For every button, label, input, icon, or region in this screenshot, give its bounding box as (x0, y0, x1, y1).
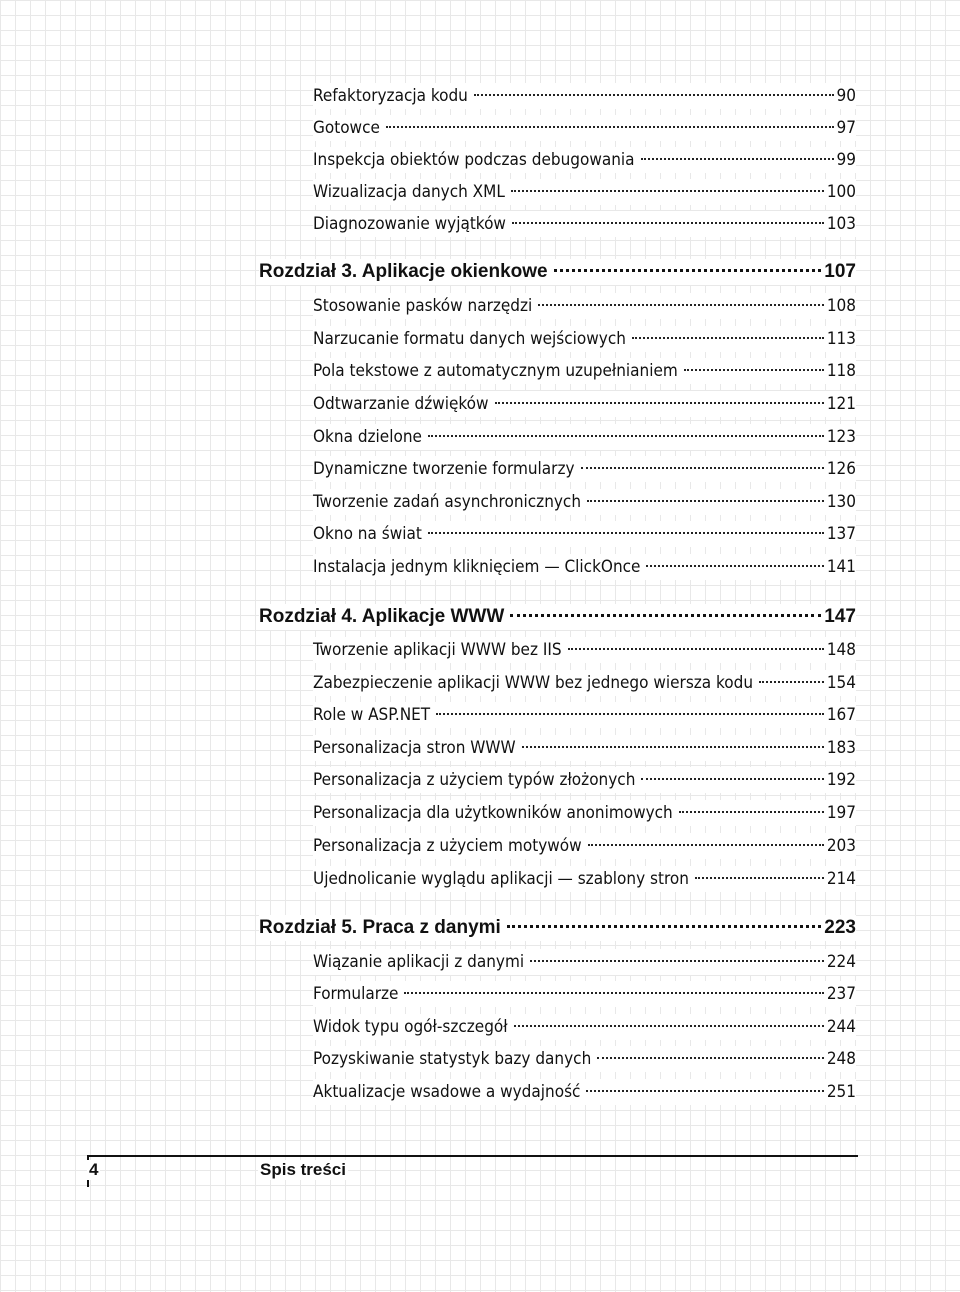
toc-entry-title: Wiązanie aplikacji z danymi (313, 952, 525, 972)
toc-entry (313, 702, 856, 728)
toc-entry (313, 391, 856, 417)
toc-entry-title: Pozyskiwanie statystyk bazy danych (313, 1049, 592, 1069)
toc-entry-title: Gotowce (313, 118, 380, 138)
toc-entry-page: 248 (826, 1049, 856, 1069)
toc-entry (313, 949, 856, 975)
page-number: 4 (89, 1160, 99, 1179)
toc-entry-title: Refaktoryzacja kodu (313, 86, 468, 106)
toc-entry (313, 1046, 856, 1072)
toc-entry-title: Aktualizacje wsadowe a wydajność (313, 1082, 581, 1102)
dot-leader (641, 158, 834, 160)
toc-entry-title: Widok typu ogół-szczegół (313, 1017, 508, 1037)
dot-leader (512, 222, 824, 224)
toc-entry (313, 293, 856, 319)
dot-leader (679, 811, 824, 813)
toc-entry (313, 1014, 856, 1040)
toc-chapter-entry (259, 259, 856, 285)
dot-leader (568, 648, 824, 650)
toc-chapter-entry (259, 604, 856, 630)
toc-entry-title: Tworzenie zadań asynchronicznych (313, 492, 582, 512)
dot-leader (428, 435, 824, 437)
dot-leader (554, 269, 822, 272)
dot-leader (510, 614, 821, 617)
toc-entry-page: 130 (826, 492, 856, 512)
toc-entry-title: Personalizacja stron WWW (313, 738, 516, 758)
toc-entry (313, 833, 856, 859)
running-title: Spis treści (260, 1160, 346, 1179)
toc-entry-title: Diagnozowanie wyjątków (313, 214, 506, 234)
dot-leader (507, 925, 821, 928)
toc-entry-page: 192 (826, 770, 856, 790)
toc-entry-page: 224 (826, 952, 856, 972)
toc-entry-page: 90 (836, 86, 856, 106)
toc-entry-title: Odtwarzanie dźwięków (313, 394, 489, 414)
toc-entry-page: 251 (826, 1082, 856, 1102)
toc-entry-title: Zabezpieczenie aplikacji WWW bez jednego wiersza kodu (313, 673, 754, 693)
toc-chapter-page: 107 (824, 261, 856, 282)
toc-entry-title: Formularze (313, 984, 399, 1004)
toc-entry-page: 183 (826, 738, 856, 758)
toc-chapter-entry (259, 915, 856, 941)
toc-entry-title: Personalizacja dla użytkowników anonimowych (313, 803, 673, 823)
toc-entry-title: Narzucanie formatu danych wejściowych (313, 329, 626, 349)
dot-leader (759, 681, 824, 683)
dot-leader (436, 713, 824, 715)
dot-leader (588, 844, 824, 846)
dot-leader (641, 778, 823, 780)
toc-entry (313, 981, 856, 1007)
dot-leader (684, 369, 824, 371)
toc-entry-page: 121 (826, 394, 856, 414)
toc-entry-title: Role w ASP.NET (313, 705, 431, 725)
dot-leader (538, 304, 824, 306)
footer-rule (87, 1155, 858, 1157)
toc-entry (313, 1079, 856, 1105)
toc-entry-title: Personalizacja z użyciem motywów (313, 836, 582, 856)
dot-leader (428, 532, 824, 534)
toc-entry-page: 148 (826, 640, 856, 660)
toc-entry (313, 735, 856, 761)
toc-entry (313, 424, 856, 450)
toc-entry-page: 214 (826, 869, 856, 889)
toc-entry (313, 211, 856, 237)
toc-entry (313, 554, 856, 580)
toc-entry-page: 137 (826, 524, 856, 544)
toc-entry (313, 147, 856, 173)
toc-entry-page: 167 (826, 705, 856, 725)
toc-entry-page: 100 (826, 182, 856, 202)
dot-leader (404, 992, 823, 994)
toc-chapter-page: 223 (824, 917, 856, 938)
toc-entry-page: 126 (826, 459, 856, 479)
toc-entry-page: 203 (826, 836, 856, 856)
toc-entry-page: 113 (826, 329, 856, 349)
toc-entry-page: 108 (826, 296, 856, 316)
toc-entry (313, 670, 856, 696)
dot-leader (495, 402, 824, 404)
toc-entry-title: Personalizacja z użyciem typów złożonych (313, 770, 636, 790)
toc-entry-title: Dynamiczne tworzenie formularzy (313, 459, 575, 479)
toc-chapter-page: 147 (824, 606, 856, 627)
toc-entry-title: Ujednolicanie wyglądu aplikacji — szablony stron (313, 869, 689, 889)
toc-entry-title: Okna dzielone (313, 427, 422, 447)
dot-leader (695, 877, 824, 879)
dot-leader (597, 1057, 824, 1059)
dot-leader (530, 960, 824, 962)
toc-entry-page: 103 (826, 214, 856, 234)
toc-chapter-title: Rozdział 5. Praca z danymi (259, 917, 501, 938)
toc-entry (313, 521, 856, 547)
toc-entry-title: Instalacja jednym kliknięciem — ClickOnce (313, 557, 641, 577)
toc-entry-title: Inspekcja obiektów podczas debugowania (313, 150, 635, 170)
dot-leader (386, 126, 834, 128)
toc-entry (313, 489, 856, 515)
toc-entry (313, 866, 856, 892)
toc-entry-title: Pola tekstowe z automatycznym uzupełnianiem (313, 361, 678, 381)
toc-entry-title: Tworzenie aplikacji WWW bez IIS (313, 640, 562, 660)
toc-entry-page: 123 (826, 427, 856, 447)
toc-chapter-title: Rozdział 4. Aplikacje WWW (259, 606, 505, 627)
dot-leader (581, 467, 824, 469)
dot-leader (514, 1025, 824, 1027)
toc-entry (313, 637, 856, 663)
toc-entry (313, 83, 856, 109)
toc-entry (313, 358, 856, 384)
toc-entry (313, 456, 856, 482)
toc-chapter-title: Rozdział 3. Aplikacje okienkowe (259, 261, 548, 282)
toc-entry-page: 99 (836, 150, 856, 170)
toc-entry (313, 326, 856, 352)
toc-entry-page: 244 (826, 1017, 856, 1037)
toc-entry-page: 237 (826, 984, 856, 1004)
dot-leader (646, 565, 823, 567)
dot-leader (522, 746, 824, 748)
dot-leader (586, 1090, 823, 1092)
toc-entry (313, 767, 856, 793)
toc-entry-title: Wizualizacja danych XML (313, 182, 505, 202)
toc-entry-page: 141 (826, 557, 856, 577)
toc-entry (313, 179, 856, 205)
toc-entry-page: 97 (836, 118, 856, 138)
dot-leader (511, 190, 824, 192)
toc-entry-page: 154 (826, 673, 856, 693)
dot-leader (632, 337, 824, 339)
toc-entry-page: 118 (826, 361, 856, 381)
dot-leader (474, 94, 834, 96)
toc-entry-title: Okno na świat (313, 524, 422, 544)
toc-entry-title: Stosowanie pasków narzędzi (313, 296, 533, 316)
toc-entry (313, 115, 856, 141)
dot-leader (587, 500, 824, 502)
toc-entry (313, 800, 856, 826)
toc-entry-page: 197 (826, 803, 856, 823)
